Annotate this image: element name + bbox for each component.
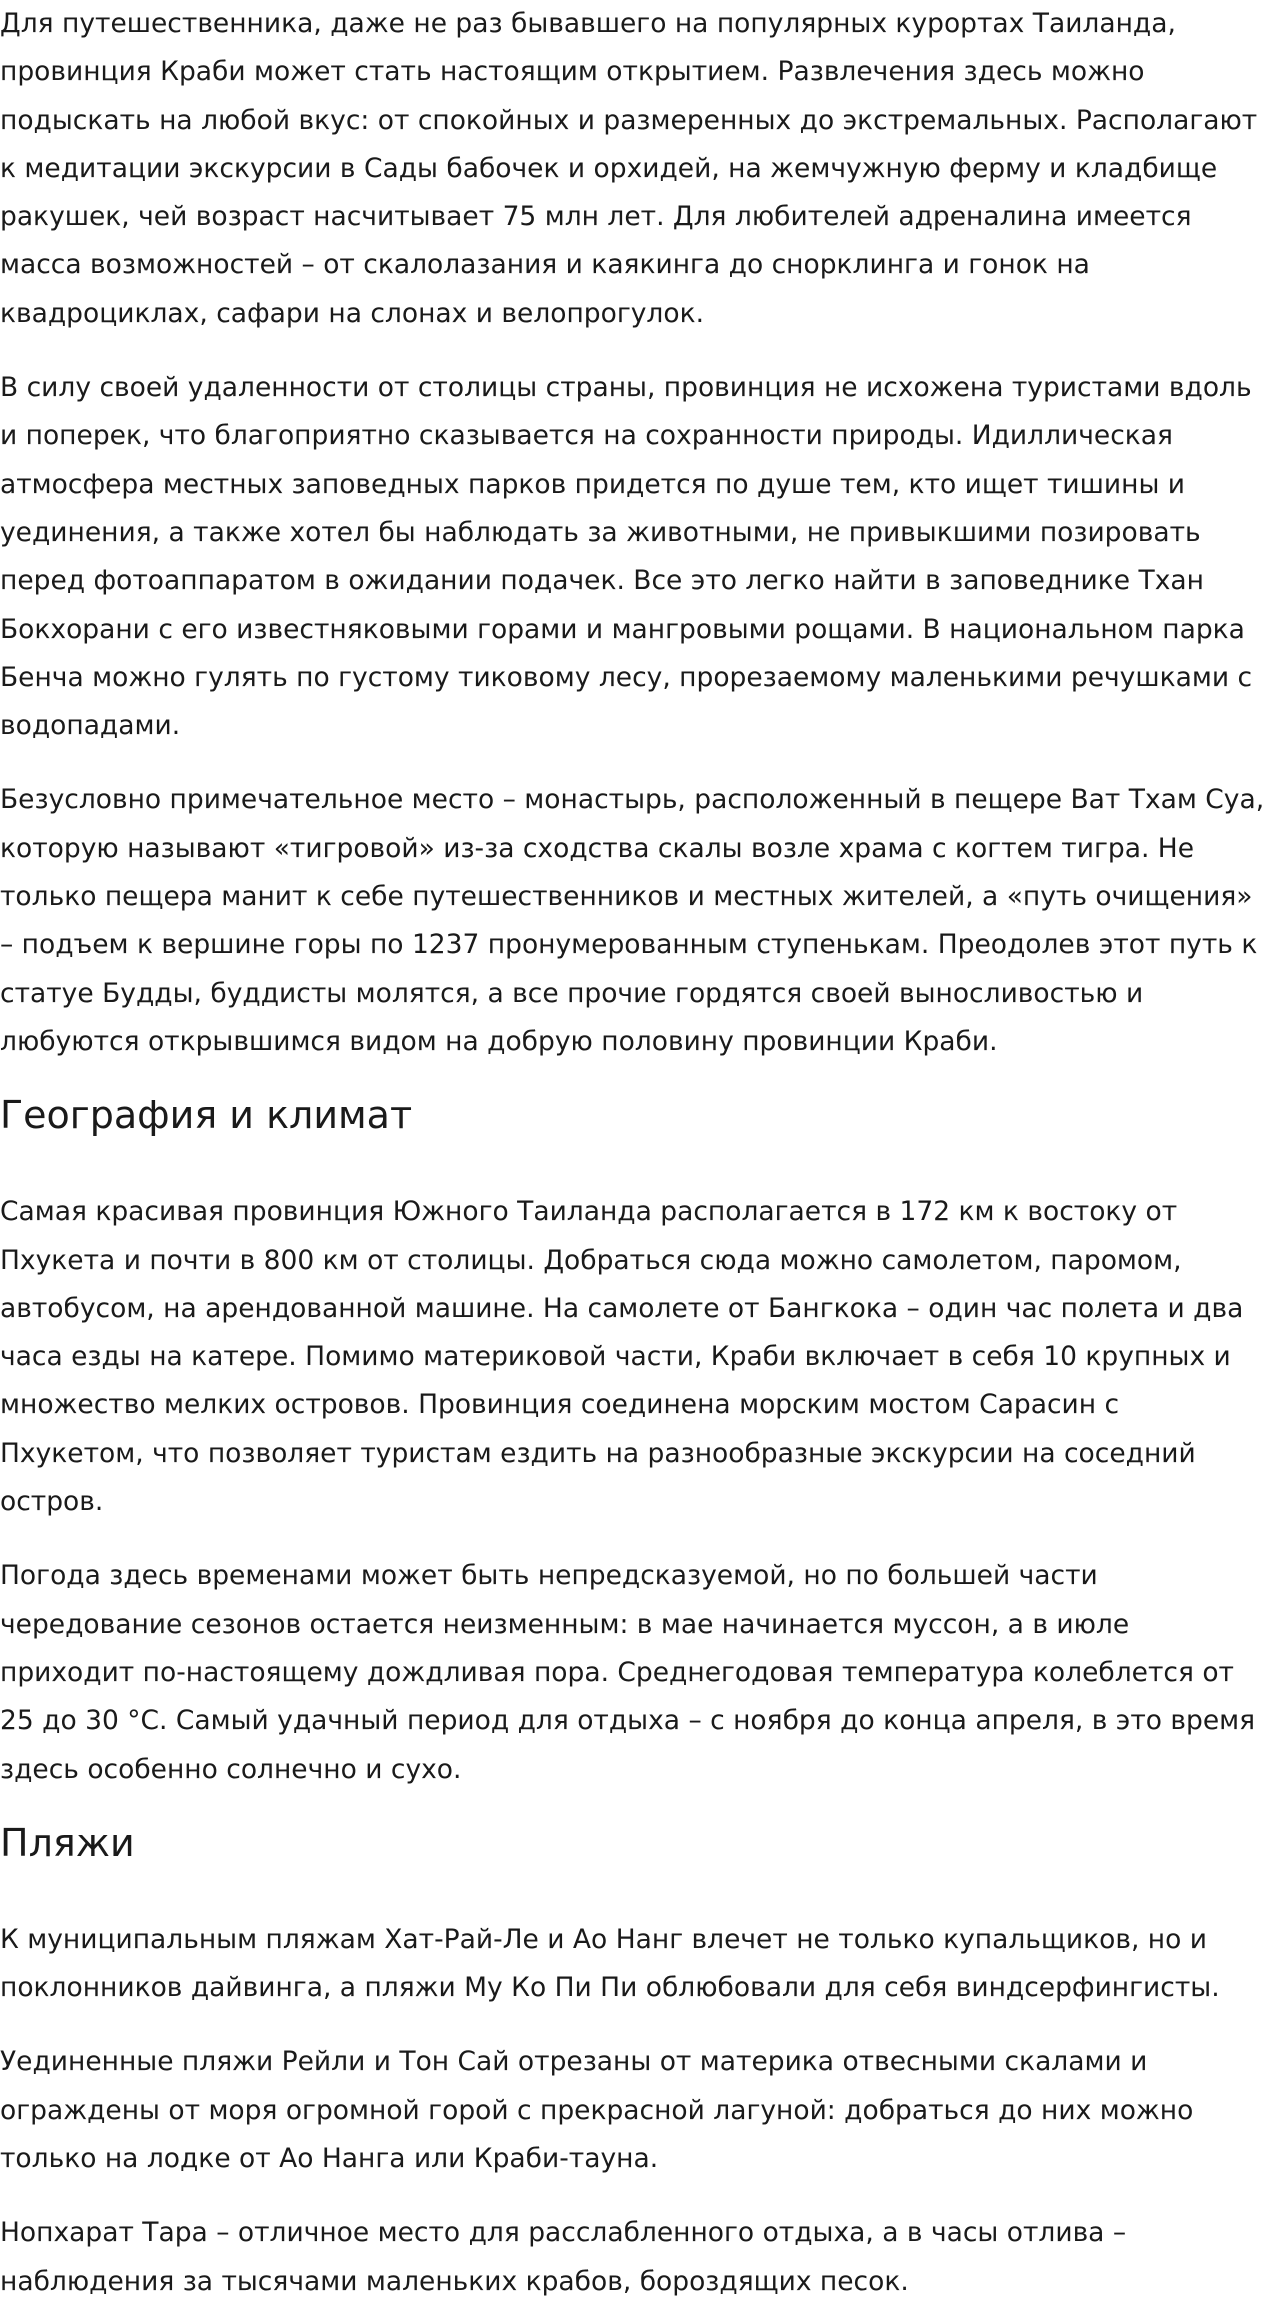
geography-paragraph-2: Погода здесь временами может быть непредсказуемой, но по большей части чередование сезонов остается неизменным: в мае начинается муссон, а в июле приходит по-настоящему дождливая пора. Среднегодовая температура колеблется от 25 до 30 °С. Самый удачный период для отдыха – с ноября до конца апреля, в это время здесь особенно солнечно и сухо. <box>0 1560 1256 1785</box>
intro-paragraph-3: Безусловно примечательное место – монастырь, расположенный в пещере Ват Тхам Суа, которую называют «тигровой» из-за сходства скалы возле храма с когтем тигра. Не только пещера манит к себе путешественников и местных жителей, а «путь очищения» – подъем к вершине горы по 1237 пронумерованным ступенькам. Преодолев этот путь к статуе Будды, буддисты молятся, а все прочие гордятся своей выносливостью и любуются открывшимся видом на добрую половину провинции Краби. <box>0 784 1265 1057</box>
intro-paragraph-1: Для путешественника, даже не раз бывавшего на популярных курортах Таиланда, провинция Краби может стать настоящим открытием. Развлечения здесь можно подыскать на любой вкус: от спокойных и размеренных до экстремальных. Располагают к медитации экскурсии в Сады бабочек и орхидей, на жемчужную ферму и кладбище ракушек, чей возраст насчитывает 75 млн лет. Для любителей адреналина имеется масса возможностей – от скалолазания и каякинга до снорклинга и гонок на квадроциклах, сафари на слонах и велопрогулок. <box>0 8 1258 329</box>
beaches-paragraph-1: К муниципальным пляжам Хат-Рай-Ле и Ао Нанг влечет не только купальщиков, но и поклонников дайвинга, а пляжи Му Ко Пи Пи облюбовали для себя виндсерфингисты. <box>0 1923 1220 2004</box>
geography-paragraph-1: Самая красивая провинция Южного Таиланда располагается в 172 км к востоку от Пхукета и почти в 800 км от столицы. Добраться сюда можно самолетом, паромом, автобусом, на арендованной машине. На самолете от Бангкока – один час полета и два часа езды на катере. Помимо материковой части, Краби включает в себя 10 крупных и множество мелких островов. Провинция соединена морским мостом Сарасин с Пхукетом, что позволяет туристам ездить на разнообразные экскурсии на соседний остров. <box>0 1196 1244 1518</box>
section-heading-geography: География и климат <box>0 1093 413 1138</box>
beaches-paragraph-3: Нопхарат Тара – отличное место для расслабленного отдыха, а в часы отлива – наблюдения за тысячами маленьких крабов, бороздящих песок. <box>0 2217 1127 2297</box>
beaches-paragraph-2: Уединенные пляжи Рейли и Тон Сай отрезаны от материка отвесными скалами и ограждены от моря огромной горой с прекрасной лагуной: добраться до них можно только на лодке от Ао Нанга или Краби-тауна. <box>0 2046 1194 2174</box>
intro-paragraph-2: В силу своей удаленности от столицы страны, провинция не исхожена туристами вдоль и поперек, что благоприятно сказывается на сохранности природы. Идиллическая атмосфера местных заповедных парков придется по душе тем, кто ищет тишины и уединения, а также хотел бы наблюдать за животными, не привыкшими позировать перед фотоаппаратом в ожидании подачек. Все это легко найти в заповеднике Тхан Бокхорани с его известняковыми горами и мангровыми рощами. В национальном парка Бенча можно гулять по густому тиковому лесу, прорезаемому маленькими речушками с водопадами. <box>0 372 1253 742</box>
section-heading-beaches: Пляжи <box>0 1820 135 1865</box>
